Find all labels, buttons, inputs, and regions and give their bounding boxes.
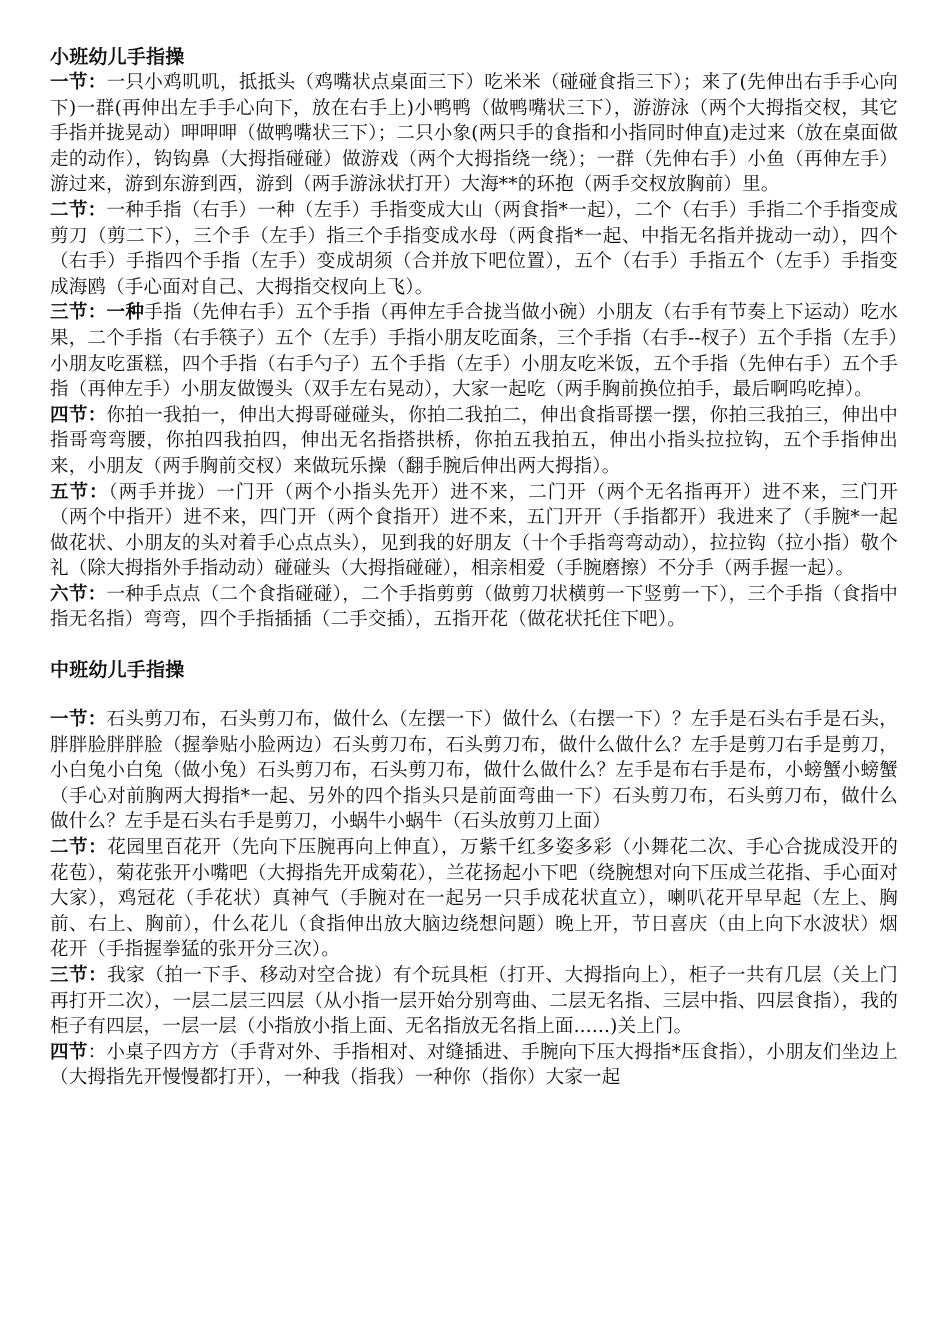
section-label: 三节： bbox=[50, 965, 108, 986]
section-label: 三节：一种 bbox=[50, 302, 145, 324]
section-label: 四节： bbox=[50, 404, 107, 426]
section-label: 四节 bbox=[50, 1041, 88, 1063]
paragraph-text: 一种手指（右手）一种（左手）手指变成大山（两食指*一起），二个（右手）手指二个手指变成剪刀（剪二下），三个手（左手）指三个手指变成水母（两食指*一起、中指无名指并拢动一动），四个（右手）手指四个手指（左手）变成胡须（合并放下吧位置），五个（右手）手指五个（左手）手指变成海鸥（手心面对自己、大拇指交杈向上飞）。 bbox=[50, 199, 898, 298]
paragraph-text: 花园里百花开（先向下压腕再向上伸直），万紫千红多姿多彩（小舞花二次、手心合拢成没开的花苞），菊花张开小嘴吧（大拇指先开成菊花），兰花扬起小下吧（绕腕想对向下压成兰花指、手心面对大家），鸡冠花（手花状）真神气（手腕对在一起另一只手成花状直立），喇叭花开早早起（左上、胸前、右上、胸前），什么花儿（食指伸出放大脑边绕想问题）晚上开，节日喜庆（由上向下水波状）烟花开（手指握拳猛的张开分三次）。 bbox=[50, 837, 899, 961]
paragraph-text: 一种手点点（二个食指碰碰），二个手指剪剪（做剪刀状横剪一下竖剪一下），三个手指（食指中指无名指）弯弯，四个手指插插（二手交插），五指开花（做花状托住下吧）。 bbox=[50, 583, 898, 631]
paragraph bbox=[50, 198, 898, 300]
paragraph bbox=[50, 707, 898, 835]
paragraph bbox=[50, 835, 898, 963]
section-label: 六节： bbox=[50, 583, 107, 605]
paragraph bbox=[50, 480, 898, 582]
paragraph bbox=[50, 1040, 898, 1091]
document-page bbox=[50, 44, 898, 1091]
section-label: 五节： bbox=[50, 481, 109, 503]
section-title: 小班幼儿手指操 bbox=[50, 46, 185, 68]
section-label: 二节： bbox=[50, 199, 107, 221]
section-label: 一节： bbox=[50, 72, 107, 93]
section-label: 二节： bbox=[50, 837, 108, 859]
paragraph-text: （两手并拢）一门开（两个小指头先开）进不来，二门开（两个无名指再开）进不来，三门开（两个中指开）进不来，四门开（两个食指开）进不来，五门开开（手指都开）我进来了（手腕*一起做花状、小朋友的头对着手心点点头），见到我的好朋友（十个手指弯弯动动），拉拉钩（拉小指）敬个礼（除大拇指外手指动动）碰碰头（大拇指碰碰），相亲相爱（手腕磨擦）不分手（两手握一起）。 bbox=[50, 481, 898, 580]
paragraph bbox=[50, 963, 898, 1040]
paragraph-text: 石头剪刀布，石头剪刀布，做什么（左摆一下）做什么（右摆一下）？左手是石头右手是石头，胖胖脸胖胖脸（握拳贴小脸两边）石头剪刀布，石头剪刀布，做什么做什么？左手是剪刀右手是剪刀，小白兔小白兔（做小兔）石头剪刀布，石头剪刀布，做什么做什么？左手是布右手是布，小螃蟹小螃蟹（手心对前胸两大拇指*一起、另外的四个指头只是前面弯曲一下）石头剪刀布，石头剪刀布，做什么做什么？左手是石头右手是剪刀，小蜗牛小蜗牛（石头放剪刀上面） bbox=[50, 709, 898, 833]
paragraph-text: 手指（先伸右手）五个手指（再伸左手合拢当做小碗）小朋友（右手有节奏上下运动）吃水果，二个手指（右手筷子）五个（左手）手指小朋友吃面条，三个手指（右手--杈子）五个手指（左手）小朋友吃蛋糕，四个手指（右手勺子）五个手指（左手）小朋友吃米饭，五个手指（先伸右手）五个手指（再伸左手）小朋友做馒头（双手左右晃动），大家一起吃（两手胸前换位拍手，最后啊呜吃掉）。 bbox=[50, 302, 898, 401]
paragraph-text: ：小桌子四方方（手背对外、手指相对、对缝插进、手腕向下压大拇指*压食指），小朋友们坐边上（大拇指先开慢慢都打开），一种我（指我）一种你（指你）大家一起 bbox=[50, 1041, 898, 1089]
paragraph bbox=[50, 582, 898, 633]
paragraph bbox=[50, 300, 898, 402]
paragraph bbox=[50, 403, 898, 480]
paragraph bbox=[50, 70, 898, 198]
paragraph-text: 我家（拍一下手、移动对空合拢）有个玩具柜（打开、大拇指向上），柜子一共有几层（关上门再打开二次），一层二层三四层（从小指一层开始分别弯曲、二层无名指、三层中指、四层食指），我的柜子有四层，一层一层（小指放小指上面、无名指放无名指上面......)关上门。 bbox=[50, 965, 899, 1038]
paragraph-text: 你拍一我拍一，伸出大拇哥碰碰头，你拍二我拍二，伸出食指哥摆一摆，你拍三我拍三，伸出中指哥弯弯腰，你拍四我拍四，伸出无名指搭拱桥，你拍五我拍五，伸出小指头拉拉钩，五个手指伸出来，小朋友（两手胸前交杈）来做玩乐操（翻手腕后伸出两大拇指）。 bbox=[50, 404, 898, 477]
section-label: 一节： bbox=[50, 709, 107, 731]
paragraph-text: 一只小鸡叽叽，抵抵头（鸡嘴状点桌面三下）吃米米（碰碰食指三下）；来了(先伸出右手手心向下)一群(再伸出左手手心向下，放在右手上)小鸭鸭（做鸭嘴状三下），游游泳（两个大拇指交杈，其它手指并拢晃动）呷呷呷（做鸭嘴状三下）；二只小象(两只手的食指和小指同时伸直)走过来（放在桌面做走的动作），钩钩鼻（大拇指碰碰）做游戏（两个大拇指绕一绕）；一群（先伸右手）小鱼（再伸左手）游过来，游到东游到西，游到（两手游泳状打开）大海**的环抱（两手交杈放胸前）里。 bbox=[50, 72, 898, 196]
section-title: 中班幼儿手指操 bbox=[50, 659, 185, 682]
